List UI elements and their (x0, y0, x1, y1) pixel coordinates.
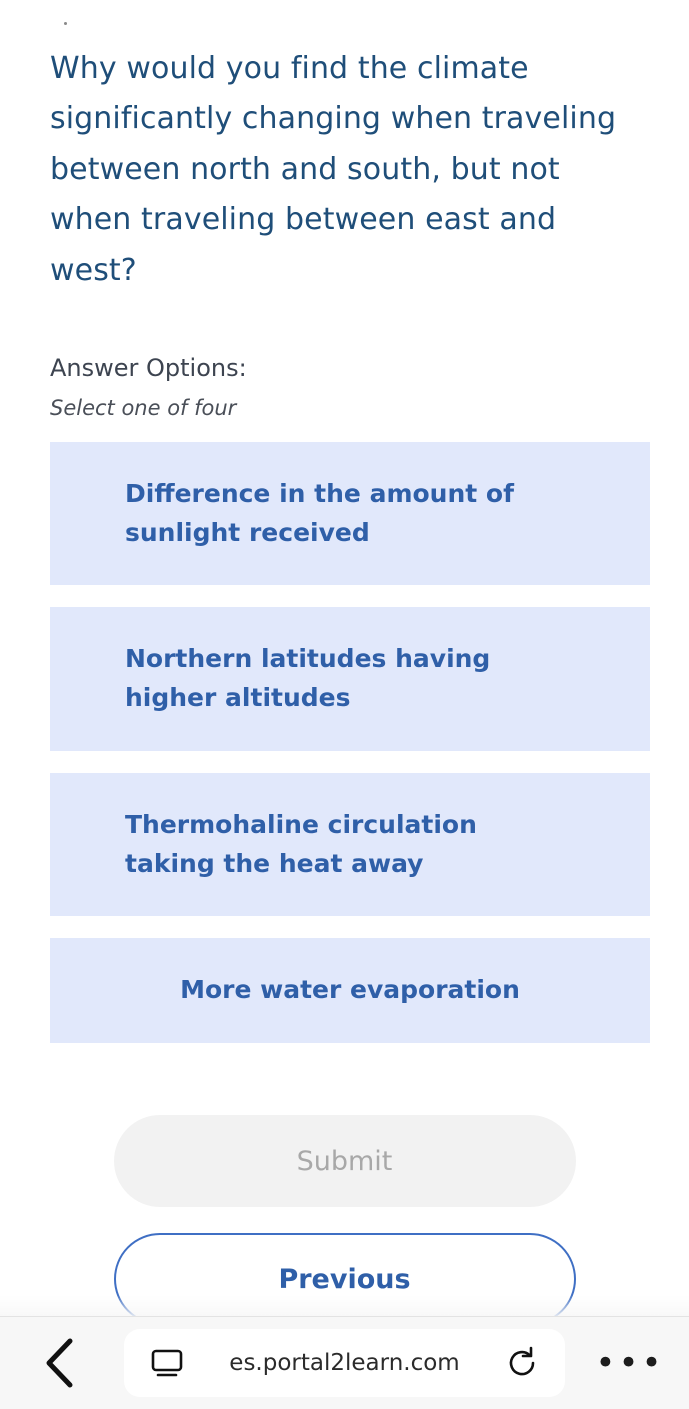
answer-options-list (50, 442, 639, 1043)
more-options-button[interactable]: ••• (595, 1343, 665, 1383)
decorative-dot (64, 22, 67, 25)
chevron-left-icon (42, 1337, 76, 1389)
reader-view-icon[interactable] (150, 1346, 184, 1380)
answer-options-label: Answer Options: (50, 353, 247, 382)
answer-option-3[interactable]: Thermohaline circulation taking the heat away (50, 773, 650, 917)
question-text: Why would you find the climate significantly changing when traveling between north and south, but not when traveling between east and west? (50, 51, 617, 288)
address-bar[interactable] (124, 1329, 565, 1397)
url-text: es.portal2learn.com (229, 1350, 460, 1376)
answer-options-hint: Select one of four (50, 395, 237, 420)
quiz-actions (50, 1115, 639, 1325)
submit-button[interactable]: Submit (114, 1115, 576, 1207)
answer-option-2[interactable]: Northern latitudes having higher altitudes (50, 607, 650, 751)
browser-bottom-bar (0, 1316, 689, 1409)
answer-option-4[interactable]: More water evaporation (50, 938, 650, 1043)
answer-option-1[interactable]: Difference in the amount of sunlight received (50, 442, 650, 586)
reload-icon[interactable] (505, 1346, 539, 1380)
back-button[interactable] (0, 1337, 118, 1389)
previous-button[interactable]: Previous (114, 1233, 576, 1325)
